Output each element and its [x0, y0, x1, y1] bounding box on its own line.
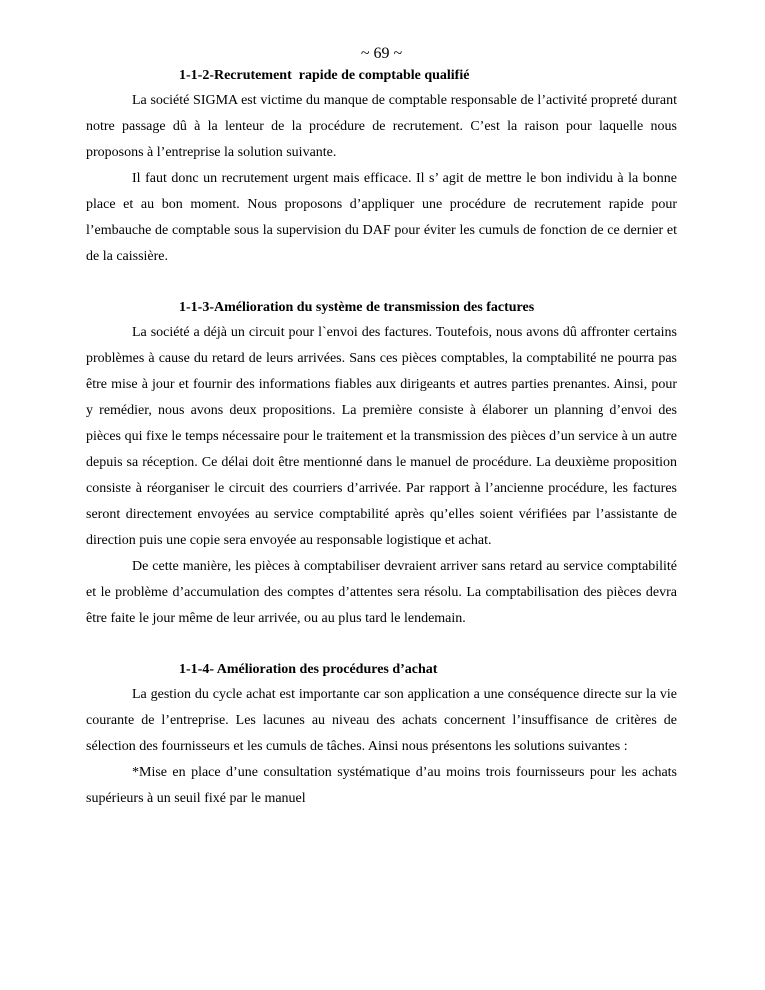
page-number: ~ 69 ~ — [360, 45, 403, 62]
section-spacer — [86, 632, 677, 660]
section-heading-transmission-factures: 1-1-3-Amélioration du système de transmission des factures — [179, 300, 535, 315]
paragraph: Il faut donc un recrutement urgent mais efficace. Il s’ agit de mettre le bon individu à la bonne place et au bon moment. Nous proposons d’appliquer une procédure de recrutement rapide pour l’embauche de comptable sous la supervision du DAF pour éviter les cumuls de fonction de ce dernier et de la caissière. — [86, 171, 677, 264]
paragraph: De cette manière, les pièces à comptabiliser devraient arriver sans retard au service comptabilité et le problème d’accumulation des comptes d’attentes sera résolu. La comptabilisation des pièces devra être faite le jour même de leur arrivée, ou au plus tard le lendemain. — [86, 559, 677, 626]
paragraph: *Mise en place d’une consultation systématique d’au moins trois fournisseurs pour les achats supérieurs à un seuil fixé par le manuel — [86, 765, 677, 806]
document-page — [86, 44, 677, 812]
paragraph: La société SIGMA est victime du manque de comptable responsable de l’activité propreté durant notre passage dû à la lenteur de la procédure de recrutement. C’est la raison pour laquelle nous proposons à l’entreprise la solution suivante. — [86, 93, 677, 160]
section-spacer — [86, 270, 677, 298]
paragraph: La gestion du cycle achat est importante car son application a une conséquence directe sur la vie courante de l’entreprise. Les lacunes au niveau des achats concernent l’insuffisance de critères de sélection des fournisseurs et les cumuls de tâches. Ainsi nous présentons les solutions suivantes : — [86, 687, 677, 754]
section-heading-procedures-achat: 1-1-4- Amélioration des procédures d’achat — [179, 662, 438, 677]
paragraph: La société a déjà un circuit pour l`envoi des factures. Toutefois, nous avons dû affronter certains problèmes à cause du retard de leurs arrivées. Sans ces pièces comptables, la comptabilité ne pourra pas être mise à jour et fournir des informations fiables aux dirigeants et autres parties prenantes. Ainsi, pour y remédier, nous avons deux propositions. La première consiste à élaborer un planning d’envoi des pièces qui fixe le temps nécessaire pour le traitement et la transmission des pièces d’un service à un autre depuis sa réception. Ce délai doit être mentionné dans le manuel de procédure. La deuxième proposition consiste à réorganiser le circuit des courriers d’arrivée. Par rapport à l’ancienne procédure, les factures seront directement envoyées au service comptabilité après qu’elles soient vérifiées par l’assistante de direction puis une copie sera envoyée au responsable logistique et achat. — [86, 325, 677, 548]
section-heading-recrutement: 1-1-2-Recrutement rapide de comptable qualifié — [179, 68, 470, 83]
